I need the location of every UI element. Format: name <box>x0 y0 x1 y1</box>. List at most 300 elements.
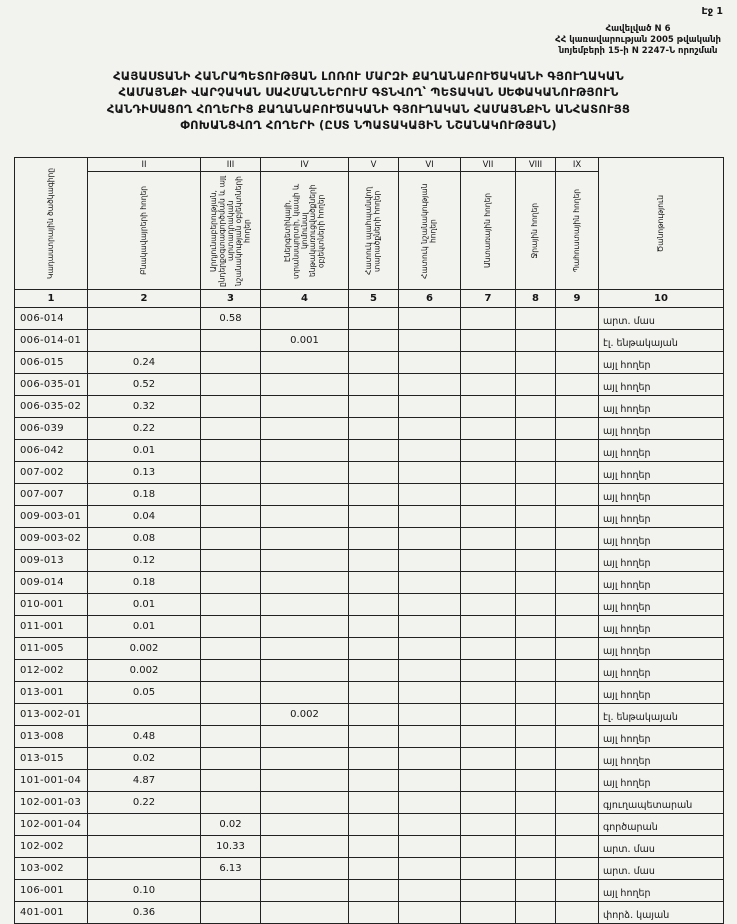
area-value-cell <box>201 792 261 814</box>
area-value-cell: 0.002 <box>88 638 201 660</box>
note-cell: այլ հողեր <box>599 528 724 550</box>
area-value-cell <box>461 528 516 550</box>
area-value-cell <box>461 660 516 682</box>
area-value-cell <box>399 770 461 792</box>
area-value-cell <box>461 308 516 330</box>
cadastral-code-cell: 102-002 <box>15 836 88 858</box>
area-value-cell <box>201 462 261 484</box>
table-row <box>15 770 724 792</box>
area-value-cell <box>201 374 261 396</box>
column-header-reserve-lands: Պահուստային հողեր <box>571 188 581 273</box>
table-row <box>15 748 724 770</box>
area-value-cell <box>399 352 461 374</box>
area-value-cell <box>516 726 556 748</box>
area-value-cell <box>261 836 349 858</box>
area-value-cell <box>399 682 461 704</box>
area-value-cell <box>516 374 556 396</box>
column-number: 4 <box>261 290 349 308</box>
title-line-1: ՀԱՅԱՍՏԱՆԻ ՀԱՆՐԱՊԵՏՈՒԹՅԱՆ ԼՈՌՈՒ ՄԱՐԶԻ ՔԱՂԱՆԱԲՈՒԾԱԿԱՆԻ ԳՅՈՒՂԱԿԱՆ <box>113 69 624 83</box>
cadastral-code-cell: 011-001 <box>15 616 88 638</box>
area-value-cell <box>399 836 461 858</box>
area-value-cell <box>261 462 349 484</box>
area-value-cell <box>261 638 349 660</box>
area-value-cell <box>461 352 516 374</box>
header-cell-reserve-lands <box>556 172 599 290</box>
area-value-cell <box>349 660 399 682</box>
appendix-reference <box>555 24 721 57</box>
area-value-cell <box>399 792 461 814</box>
column-header-special-purpose-lands: Հատուկ նշանակության հողեր <box>420 182 438 279</box>
header-cell-settlement-lands <box>88 172 201 290</box>
area-value-cell: 0.22 <box>88 418 201 440</box>
area-value-cell <box>461 682 516 704</box>
area-value-cell <box>201 484 261 506</box>
area-value-cell <box>349 880 399 902</box>
column-header-settlement-lands: Բնակավայրերի հողեր <box>138 186 148 275</box>
cadastral-code-cell: 401-001 <box>15 902 88 924</box>
area-value-cell <box>201 704 261 726</box>
area-value-cell: 10.33 <box>201 836 261 858</box>
area-value-cell: 0.32 <box>88 396 201 418</box>
note-cell: էլ. ենթակայան <box>599 330 724 352</box>
area-value-cell: 0.04 <box>88 506 201 528</box>
table-row <box>15 616 724 638</box>
area-value-cell <box>399 660 461 682</box>
table-row <box>15 572 724 594</box>
column-number: 2 <box>88 290 201 308</box>
column-number: 1 <box>15 290 88 308</box>
area-value-cell <box>261 660 349 682</box>
header-cell-notes <box>599 158 724 290</box>
area-value-cell <box>399 374 461 396</box>
area-value-cell <box>516 616 556 638</box>
area-value-cell <box>461 902 516 924</box>
note-cell: գործարան <box>599 814 724 836</box>
note-cell: արտ. մաս <box>599 858 724 880</box>
table-row <box>15 836 724 858</box>
area-value-cell <box>261 814 349 836</box>
note-cell: այլ հողեր <box>599 594 724 616</box>
table-row <box>15 902 724 924</box>
area-value-cell <box>261 506 349 528</box>
note-cell: այլ հողեր <box>599 770 724 792</box>
area-value-cell <box>349 638 399 660</box>
area-value-cell <box>88 836 201 858</box>
area-value-cell <box>399 462 461 484</box>
area-value-cell <box>349 506 399 528</box>
area-value-cell <box>461 704 516 726</box>
area-value-cell <box>261 528 349 550</box>
area-value-cell <box>556 726 599 748</box>
area-value-cell <box>261 396 349 418</box>
header-cell-protected-lands <box>349 172 399 290</box>
table-row <box>15 506 724 528</box>
area-value-cell <box>261 374 349 396</box>
area-value-cell <box>201 682 261 704</box>
column-header-water-lands: Ջրային հողեր <box>530 202 540 259</box>
note-cell: այլ հողեր <box>599 660 724 682</box>
cadastral-code-cell: 009-014 <box>15 572 88 594</box>
area-value-cell: 0.05 <box>88 682 201 704</box>
area-value-cell: 0.002 <box>261 704 349 726</box>
area-value-cell <box>88 704 201 726</box>
area-value-cell <box>349 616 399 638</box>
column-number: 6 <box>399 290 461 308</box>
area-value-cell <box>349 792 399 814</box>
area-value-cell <box>349 814 399 836</box>
area-value-cell <box>556 484 599 506</box>
table-row <box>15 814 724 836</box>
table-body <box>15 158 724 924</box>
area-value-cell <box>556 418 599 440</box>
area-value-cell <box>399 308 461 330</box>
area-value-cell <box>399 396 461 418</box>
area-value-cell <box>461 418 516 440</box>
table-row <box>15 704 724 726</box>
area-value-cell <box>556 770 599 792</box>
area-value-cell <box>349 418 399 440</box>
note-cell: այլ հողեր <box>599 352 724 374</box>
area-value-cell <box>461 836 516 858</box>
area-value-cell <box>88 814 201 836</box>
title-line-4: ՓՈԽԱՆՑՎՈՂ ՀՈՂԵՐԻ (ԸՍՏ ՆՊԱՏԱԿԱՅԻՆ ՆՇԱՆԱԿՈՒԹՅԱՆ) <box>180 117 557 132</box>
header-cell-forest-lands <box>461 172 516 290</box>
area-value-cell <box>399 704 461 726</box>
area-value-cell <box>261 594 349 616</box>
cadastral-code-cell: 007-007 <box>15 484 88 506</box>
area-value-cell: 0.22 <box>88 792 201 814</box>
roman-numeral-viii: VIII <box>516 158 556 172</box>
header-cell-water-lands <box>516 172 556 290</box>
area-value-cell <box>399 858 461 880</box>
area-value-cell <box>556 902 599 924</box>
area-value-cell <box>516 836 556 858</box>
area-value-cell <box>556 550 599 572</box>
area-value-cell <box>461 858 516 880</box>
column-number: 5 <box>349 290 399 308</box>
area-value-cell <box>461 748 516 770</box>
area-value-cell: 0.18 <box>88 484 201 506</box>
area-value-cell: 0.01 <box>88 440 201 462</box>
area-value-cell <box>399 418 461 440</box>
area-value-cell <box>399 484 461 506</box>
cadastral-code-cell: 006-035-01 <box>15 374 88 396</box>
area-value-cell <box>261 792 349 814</box>
area-value-cell <box>516 638 556 660</box>
area-value-cell <box>201 660 261 682</box>
land-parcels-table <box>14 157 724 924</box>
area-value-cell <box>261 484 349 506</box>
area-value-cell <box>201 770 261 792</box>
area-value-cell <box>399 748 461 770</box>
area-value-cell <box>461 506 516 528</box>
area-value-cell: 6.13 <box>201 858 261 880</box>
area-value-cell <box>461 594 516 616</box>
area-value-cell <box>556 616 599 638</box>
roman-numeral-iii: III <box>201 158 261 172</box>
note-cell: փորձ. կայան <box>599 902 724 924</box>
area-value-cell <box>516 396 556 418</box>
area-value-cell <box>516 792 556 814</box>
area-value-cell <box>556 506 599 528</box>
area-value-cell <box>349 352 399 374</box>
cadastral-code-cell: 006-042 <box>15 440 88 462</box>
area-value-cell <box>516 660 556 682</box>
area-value-cell <box>516 902 556 924</box>
area-value-cell: 0.01 <box>88 594 201 616</box>
cadastral-code-cell: 007-002 <box>15 462 88 484</box>
area-value-cell <box>399 616 461 638</box>
table-row <box>15 484 724 506</box>
table-row <box>15 594 724 616</box>
roman-numeral-ii: II <box>88 158 201 172</box>
title-line-3: ՀԱՆԴԻՍԱՑՈՂ ՀՈՂԵՐԻՑ ՔԱՂԱՆԱԲՈՒԾԱԿԱՆԻ ԳՅՈՒՂԱԿԱՆ ՀԱՄԱՅՆՔԻՆ ԱՆՀԱՏՈՒՅՑ <box>106 101 631 116</box>
area-value-cell <box>516 748 556 770</box>
area-value-cell: 0.58 <box>201 308 261 330</box>
table-row <box>15 374 724 396</box>
area-value-cell <box>201 550 261 572</box>
area-value-cell: 0.002 <box>88 660 201 682</box>
area-value-cell <box>261 308 349 330</box>
area-value-cell <box>201 594 261 616</box>
column-number-row <box>15 290 724 308</box>
area-value-cell <box>556 308 599 330</box>
column-header-cadastral-code: Կադաստրային ծածկագիրը <box>45 167 55 279</box>
area-value-cell <box>516 682 556 704</box>
area-value-cell <box>349 330 399 352</box>
area-value-cell <box>556 528 599 550</box>
area-value-cell <box>556 704 599 726</box>
page-number: Էջ 1 <box>701 6 723 17</box>
area-value-cell <box>399 440 461 462</box>
cadastral-code-cell: 009-003-01 <box>15 506 88 528</box>
area-value-cell <box>556 638 599 660</box>
cadastral-code-cell: 101-001-04 <box>15 770 88 792</box>
area-value-cell <box>461 484 516 506</box>
appendix-line-3: նոյեմբերի 15-ի N 2247-Ն որոշման <box>558 46 718 57</box>
area-value-cell <box>461 814 516 836</box>
cadastral-code-cell: 013-008 <box>15 726 88 748</box>
document-title <box>0 68 737 133</box>
cadastral-code-cell: 009-013 <box>15 550 88 572</box>
note-cell: այլ հողեր <box>599 572 724 594</box>
area-value-cell <box>516 858 556 880</box>
cadastral-code-cell: 103-002 <box>15 858 88 880</box>
table-row <box>15 352 724 374</box>
area-value-cell <box>399 814 461 836</box>
cadastral-code-cell: 012-002 <box>15 660 88 682</box>
cadastral-code-cell: 006-039 <box>15 418 88 440</box>
area-value-cell <box>516 704 556 726</box>
note-cell: այլ հողեր <box>599 484 724 506</box>
area-value-cell <box>88 330 201 352</box>
area-value-cell <box>201 726 261 748</box>
column-header-forest-lands: Անտառային հողեր <box>482 193 492 268</box>
header-cell-cadastral-code <box>15 158 88 290</box>
area-value-cell <box>261 550 349 572</box>
area-value-cell <box>556 682 599 704</box>
note-cell: այլ հողեր <box>599 374 724 396</box>
table-row <box>15 418 724 440</box>
table-row <box>15 462 724 484</box>
area-value-cell <box>461 330 516 352</box>
column-number: 3 <box>201 290 261 308</box>
area-value-cell <box>556 462 599 484</box>
area-value-cell <box>461 396 516 418</box>
area-value-cell <box>201 418 261 440</box>
area-value-cell <box>201 528 261 550</box>
area-value-cell <box>349 726 399 748</box>
area-value-cell: 0.10 <box>88 880 201 902</box>
header-cell-industrial-lands <box>201 172 261 290</box>
cadastral-code-cell: 013-015 <box>15 748 88 770</box>
area-value-cell <box>261 902 349 924</box>
area-value-cell <box>516 594 556 616</box>
area-value-cell: 0.02 <box>88 748 201 770</box>
area-value-cell: 0.08 <box>88 528 201 550</box>
area-value-cell <box>261 770 349 792</box>
area-value-cell <box>399 902 461 924</box>
area-value-cell <box>516 528 556 550</box>
table-row <box>15 528 724 550</box>
column-header-protected-lands: Հատուկ պահպանվող տարածքների հողեր <box>364 186 382 275</box>
column-header-industrial-lands: Արդյունաբերության, ընդերքօգտագործման և այլ արտադրական նշանակության օբյեկտների հողեր <box>208 174 252 287</box>
area-value-cell <box>461 880 516 902</box>
area-value-cell <box>349 528 399 550</box>
area-value-cell <box>556 814 599 836</box>
area-value-cell <box>349 308 399 330</box>
area-value-cell <box>556 374 599 396</box>
area-value-cell <box>88 858 201 880</box>
area-value-cell: 0.48 <box>88 726 201 748</box>
area-value-cell <box>349 770 399 792</box>
area-value-cell <box>349 836 399 858</box>
note-cell: այլ հողեր <box>599 682 724 704</box>
cadastral-code-cell: 010-001 <box>15 594 88 616</box>
area-value-cell <box>261 616 349 638</box>
note-cell: արտ. մաս <box>599 836 724 858</box>
table-row <box>15 726 724 748</box>
area-value-cell: 0.02 <box>201 814 261 836</box>
area-value-cell <box>201 352 261 374</box>
note-cell: այլ հողեր <box>599 726 724 748</box>
table-row <box>15 330 724 352</box>
roman-numeral-vi: VI <box>399 158 461 172</box>
area-value-cell <box>349 462 399 484</box>
cadastral-code-cell: 102-001-04 <box>15 814 88 836</box>
area-value-cell <box>261 352 349 374</box>
column-header-infrastructure-lands: Էներգետիկայի, տրանսպորտի, կապի և կոմունալ ենթակառուցվածքների օբյեկտների հողեր <box>282 182 326 279</box>
area-value-cell <box>461 374 516 396</box>
column-number: 9 <box>556 290 599 308</box>
area-value-cell <box>201 396 261 418</box>
appendix-line-1: Հավելված N 6 <box>605 24 671 34</box>
cadastral-code-cell: 006-035-02 <box>15 396 88 418</box>
area-value-cell <box>201 330 261 352</box>
area-value-cell <box>261 748 349 770</box>
area-value-cell <box>556 880 599 902</box>
note-cell: այլ հողեր <box>599 748 724 770</box>
area-value-cell <box>349 858 399 880</box>
area-value-cell <box>201 748 261 770</box>
area-value-cell <box>461 572 516 594</box>
header-cell-infrastructure-lands <box>261 172 349 290</box>
area-value-cell <box>201 572 261 594</box>
area-value-cell <box>461 770 516 792</box>
area-value-cell: 0.12 <box>88 550 201 572</box>
area-value-cell <box>349 484 399 506</box>
area-value-cell <box>461 616 516 638</box>
table-row <box>15 396 724 418</box>
area-value-cell <box>516 572 556 594</box>
area-value-cell <box>516 550 556 572</box>
cadastral-code-cell: 009-003-02 <box>15 528 88 550</box>
area-value-cell <box>556 330 599 352</box>
column-number: 8 <box>516 290 556 308</box>
roman-numeral-vii: VII <box>461 158 516 172</box>
area-value-cell <box>201 902 261 924</box>
cadastral-code-cell: 102-001-03 <box>15 792 88 814</box>
column-number: 10 <box>599 290 724 308</box>
note-cell: այլ հողեր <box>599 462 724 484</box>
area-value-cell <box>461 638 516 660</box>
note-cell: այլ հողեր <box>599 506 724 528</box>
area-value-cell: 0.13 <box>88 462 201 484</box>
column-number: 7 <box>461 290 516 308</box>
area-value-cell <box>349 748 399 770</box>
area-value-cell <box>516 880 556 902</box>
area-value-cell <box>461 462 516 484</box>
area-value-cell: 0.36 <box>88 902 201 924</box>
area-value-cell <box>399 506 461 528</box>
area-value-cell <box>201 440 261 462</box>
roman-numeral-v: V <box>349 158 399 172</box>
table-row <box>15 792 724 814</box>
area-value-cell <box>261 418 349 440</box>
area-value-cell <box>399 726 461 748</box>
cadastral-code-cell: 106-001 <box>15 880 88 902</box>
area-value-cell <box>556 594 599 616</box>
note-cell: այլ հողեր <box>599 440 724 462</box>
area-value-cell <box>201 638 261 660</box>
area-value-cell <box>556 572 599 594</box>
area-value-cell <box>261 726 349 748</box>
table-row <box>15 308 724 330</box>
area-value-cell <box>399 550 461 572</box>
note-cell: այլ հողեր <box>599 616 724 638</box>
cadastral-code-cell: 013-002-01 <box>15 704 88 726</box>
area-value-cell <box>516 440 556 462</box>
area-value-cell <box>201 616 261 638</box>
area-value-cell <box>461 726 516 748</box>
note-cell: այլ հողեր <box>599 550 724 572</box>
header-cell-special-purpose-lands <box>399 172 461 290</box>
area-value-cell <box>261 880 349 902</box>
note-cell: այլ հողեր <box>599 638 724 660</box>
area-value-cell <box>556 836 599 858</box>
area-value-cell <box>349 682 399 704</box>
cadastral-code-cell: 006-014-01 <box>15 330 88 352</box>
area-value-cell <box>399 330 461 352</box>
table-row <box>15 550 724 572</box>
area-value-cell <box>349 902 399 924</box>
note-cell: գյուղապետարան <box>599 792 724 814</box>
area-value-cell: 4.87 <box>88 770 201 792</box>
title-line-2: ՀԱՄԱՅՆՔԻ ՎԱՐՉԱԿԱՆ ՍԱՀՄԱՆՆԵՐՈՒՄ ԳՏՆՎՈՂ՝ ՊԵՏԱԿԱՆ ՍԵՓԱԿԱՆՈՒԹՅՈՒՆ <box>118 85 619 100</box>
cadastral-code-cell: 013-001 <box>15 682 88 704</box>
area-value-cell <box>556 352 599 374</box>
area-value-cell <box>516 418 556 440</box>
